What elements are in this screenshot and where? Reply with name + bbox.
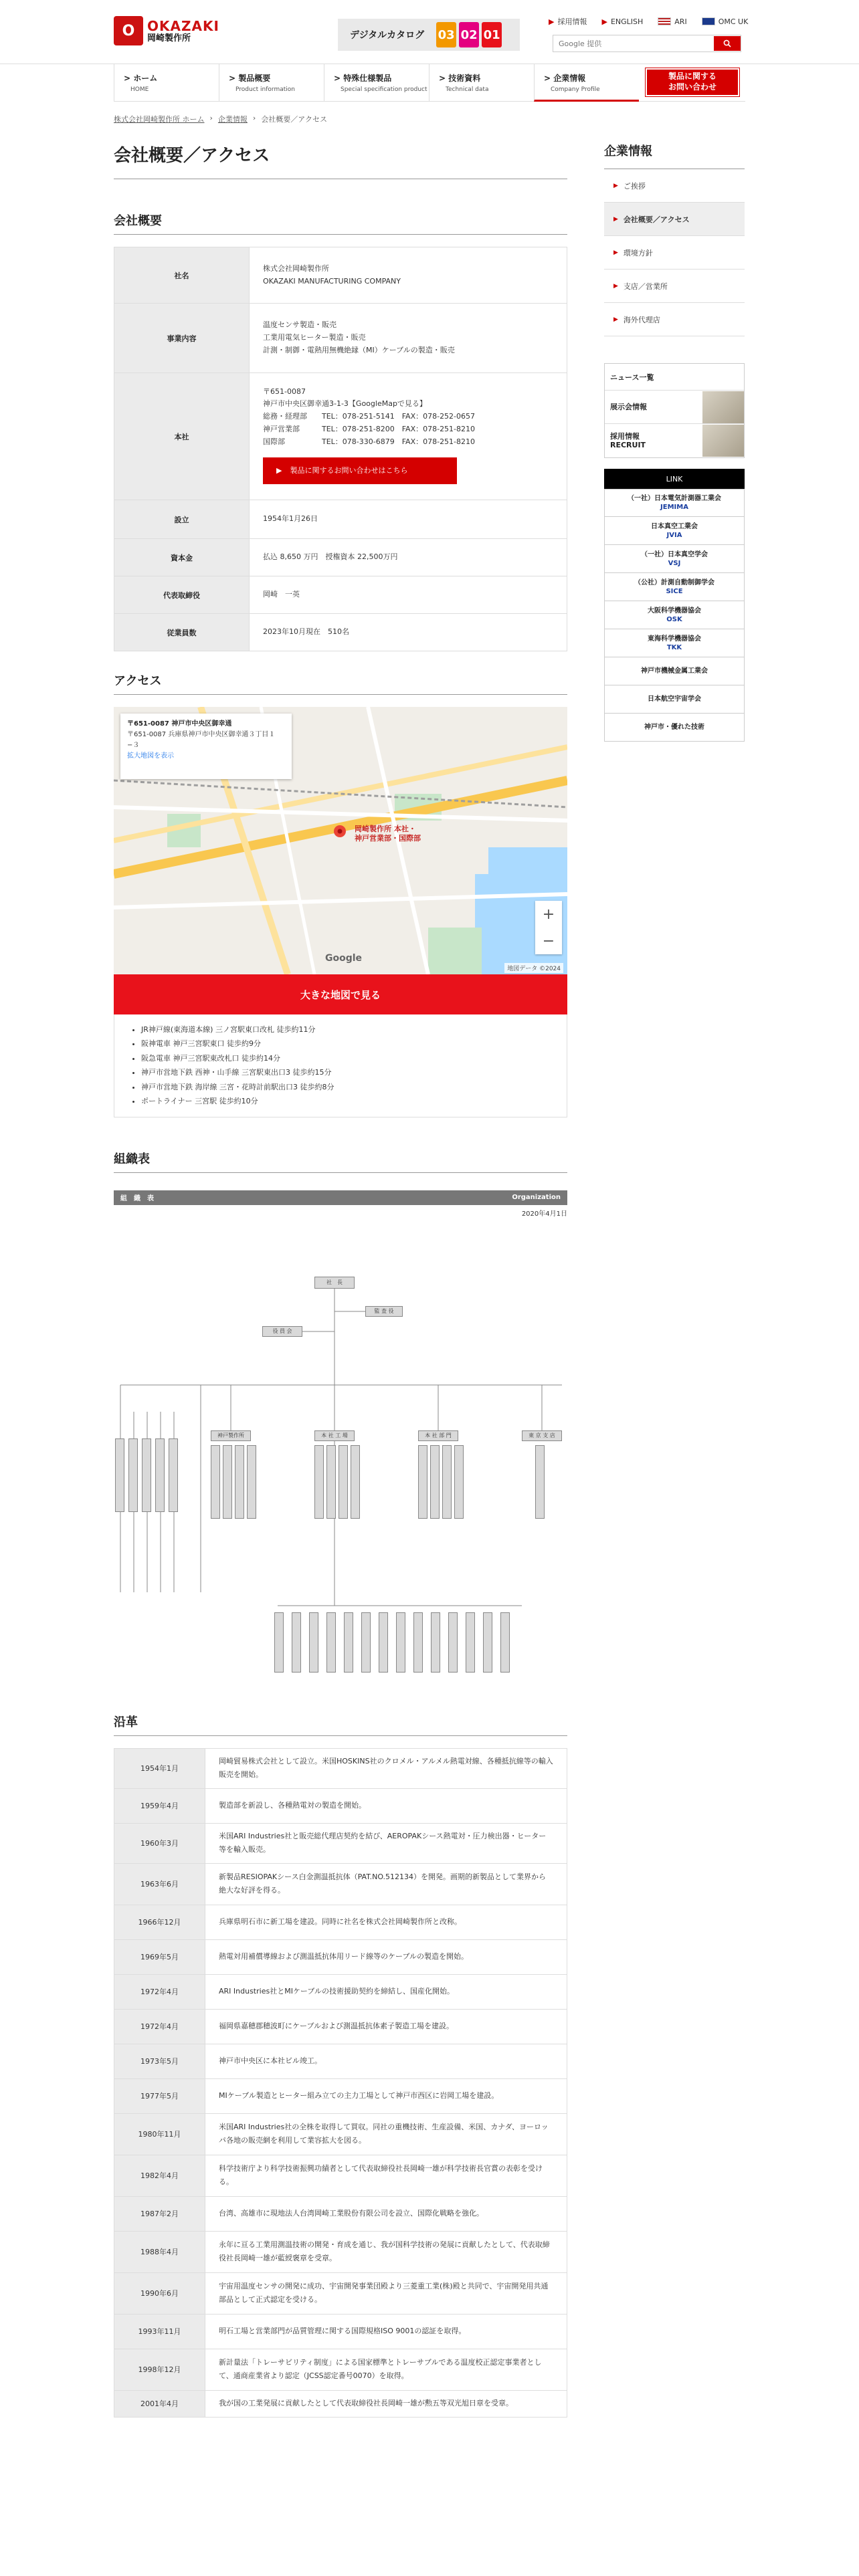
sidebar-item-branches[interactable]: ▶ 支店／営業所 [604, 270, 745, 303]
table-row [114, 247, 567, 304]
history-event: 台湾、高雄市に現地法人台湾岡崎工業股份有限公司を設立、国際化戦略を強化。 [205, 2196, 567, 2231]
zoom-in-icon[interactable]: + [542, 905, 555, 923]
history-event: 我が国の工業発展に貢献したとして代表取締役社長岡崎一雄が勲五等双光旭日章を受章。 [205, 2390, 567, 2417]
org-department-box [274, 1612, 284, 1673]
catalog-badge-01[interactable]: 01 [482, 22, 502, 47]
history-event: 永年に亘る工業用測温技術の開発・育成を通じ、我が国科学技術の発展に貢献したとして、代表取締役社長岡崎一雄が藍綬褒章を受章。 [205, 2231, 567, 2272]
sidebar-title: 企業情報 [604, 142, 745, 169]
org-department-box [442, 1445, 452, 1519]
table-row [114, 1939, 567, 1974]
caret-right-icon: ▶ [613, 316, 618, 323]
table-row [114, 1788, 567, 1823]
table-row [114, 2390, 567, 2417]
history-year: 1960年3月 [114, 1823, 205, 1863]
history-event: 兵庫県明石市に新工場を建設。同時に社名を株式会社岡崎製作所と改称。 [205, 1905, 567, 1939]
site-header [0, 0, 859, 64]
history-event: 新製品RESIOPAKシース白金測温抵抗体（PAT.NO.512134）を開発。画期的新製品として業界から絶大な好評を得る。 [205, 1863, 567, 1905]
link-abbr: VSJ [668, 559, 681, 567]
history-table [114, 1748, 567, 2418]
org-department-box [396, 1612, 405, 1673]
table-row [114, 2231, 567, 2272]
history-year: 1993年11月 [114, 2314, 205, 2349]
org-department-box [155, 1438, 165, 1512]
list-item: • 神戸市営地下鉄 海岸線 三宮・花時計前駅出口3 徒歩約8分 [141, 1080, 553, 1094]
org-department-box [351, 1445, 360, 1519]
sidebar-link[interactable] [604, 573, 745, 601]
sidebar-item-environment[interactable]: ▶ 環境方針 [604, 236, 745, 270]
org-bar-en: Organization [512, 1194, 561, 1202]
link-abbr: JEMIMA [660, 504, 688, 511]
org-department-box [483, 1612, 492, 1673]
search-icon [723, 39, 731, 47]
google-map[interactable] [114, 707, 567, 974]
table-row [114, 2078, 567, 2113]
history-event: 製造部を新設し、各種熱電対の製造を開始。 [205, 1788, 567, 1823]
breadcrumb-home[interactable]: 株式会社岡崎製作所 ホーム [114, 115, 205, 124]
caret-right-icon: ▶ [613, 249, 618, 256]
history-year: 1988年4月 [114, 2231, 205, 2272]
row-value: 総務・経理部 TEL：078-251-5141 FAX：078-252-0657 [263, 412, 476, 421]
org-division: 神戸製作所 [211, 1430, 251, 1441]
table-row [114, 1823, 567, 1863]
catalog-badge-03[interactable]: 03 [436, 22, 456, 47]
history-event: MIケーブル製造とヒーター組み立ての主力工場として神戸市西区に岩岡工場を建設。 [205, 2078, 567, 2113]
history-event: ARI Industries社とMIケーブルの技術援助契約を締結し、国産化開始。 [205, 1974, 567, 2009]
org-department-box [211, 1445, 220, 1519]
list-item: • 阪急電車 神戸三宮駅東改札口 徒歩約14分 [141, 1051, 553, 1065]
caret-right-icon: ▶ [613, 182, 618, 189]
history-event: 科学技術庁より科学技術振興功績者として代表取締役社長岡崎一雄が科学技術長官賞の表彰を受ける。 [205, 2155, 567, 2196]
list-item: • 神戸市営地下鉄 西神・山手線 三宮駅東出口3 徒歩約15分 [141, 1065, 553, 1079]
row-value: 計測・制御・電熱用無機絶縁（MI）ケーブルの製造・販売 [263, 345, 455, 354]
link-name: 神戸市・優れた技術 [644, 724, 704, 731]
table-row [114, 1974, 567, 2009]
history-event: 神戸市中央区に本社ビル竣工。 [205, 2044, 567, 2078]
digital-catalog-banner[interactable] [338, 19, 520, 51]
row-label: 資本金 [114, 539, 250, 576]
table-row [114, 1863, 567, 1905]
table-row [114, 539, 567, 576]
caret-right-icon: ▶ [613, 215, 618, 223]
table-row [114, 2009, 567, 2044]
link-abbr: SICE [666, 587, 683, 595]
row-value: 温度センサ製造・販売 [263, 320, 337, 330]
profile-section-title: 会社概要 [114, 211, 567, 235]
link-name: （一社）日本電気計測器工業会 [628, 495, 721, 502]
contact-cta-button[interactable]: 製品に関する お問い合わせ [646, 68, 739, 96]
table-row [114, 304, 567, 373]
us-flag-icon [658, 17, 671, 25]
org-department-box [500, 1612, 510, 1673]
sidebar-link[interactable] [604, 601, 745, 629]
gnav-special[interactable]: > 特殊仕様製品 Special specification product [324, 64, 429, 102]
link-abbr: TKK [666, 643, 682, 651]
history-year: 1987年2月 [114, 2196, 205, 2231]
exhibition-thumbnail [702, 391, 744, 423]
org-department-box [430, 1445, 440, 1519]
org-bar-label: 組 織 表 [120, 1195, 154, 1203]
history-year: 1972年4月 [114, 2009, 205, 2044]
sidebar-menu [604, 169, 745, 336]
org-department-box [142, 1438, 151, 1512]
row-label: 設立 [114, 500, 250, 539]
sidebar-link[interactable] [604, 685, 745, 714]
gnav-company[interactable]: > 企業情報 Company Profile [534, 64, 639, 102]
breadcrumb-company[interactable]: 企業情報 [217, 115, 248, 124]
org-department-box [454, 1445, 464, 1519]
play-icon: ▶ [276, 465, 282, 475]
org-department-box [418, 1445, 427, 1519]
row-value: OKAZAKI MANUFACTURING COMPANY [263, 276, 401, 286]
row-value: 1954年1月26日 [250, 500, 567, 539]
org-department-box [115, 1438, 124, 1512]
history-year: 1963年6月 [114, 1863, 205, 1905]
row-value: 2023年10月現在 510名 [250, 614, 567, 651]
logo-en: OKAZAKI [147, 17, 219, 34]
list-item: • 阪神電車 神戸三宮駅東口 徒歩約9分 [141, 1037, 553, 1051]
product-inquiry-button[interactable]: ▶ 製品に関するお問い合わせはこちら [263, 457, 457, 484]
org-bar [114, 1190, 567, 1205]
profile-table [114, 247, 567, 651]
map-info-address: 〒651-0087 兵庫県神戸市中央区御幸通３丁目１−３ [127, 731, 276, 749]
org-section-title: 組織表 [114, 1150, 567, 1173]
access-section-title: アクセス [114, 671, 567, 695]
history-year: 1973年5月 [114, 2044, 205, 2078]
history-year: 1966年12月 [114, 1905, 205, 1939]
org-department-box [535, 1445, 545, 1519]
top-links [549, 16, 748, 27]
sidebar-link[interactable] [604, 629, 745, 657]
org-board: 役 員 会 [262, 1326, 302, 1337]
gnav-technical[interactable]: > 技術資料 Technical data [429, 64, 534, 102]
map-pin-label: 岡崎製作所 本社・ 神戸営業部・国際部 [355, 825, 421, 843]
caret-right-icon: ▶ [613, 282, 618, 290]
map-info-title: 〒651-0087 神戸市中央区御幸通 [127, 720, 232, 728]
link-list [604, 489, 745, 742]
main-content [114, 142, 567, 2418]
org-date: 2020年4月1日 [521, 1210, 567, 1218]
row-value: 〒651-0087 [263, 387, 306, 396]
row-value: 神戸市中央区御幸通3-1-3【GoogleMapで見る】 [263, 399, 427, 409]
link-abbr: OSK [666, 615, 682, 623]
page-title: 会社概要／アクセス [114, 142, 567, 179]
sidebar-item-profile[interactable]: ▶ 会社概要／アクセス [604, 203, 745, 236]
history-year: 1998年12月 [114, 2349, 205, 2390]
org-president: 社 長 [314, 1277, 355, 1289]
logo-mark: O [114, 16, 143, 45]
map-enlarge-link[interactable]: 拡大地図を表示 [127, 752, 174, 760]
link-name: （公社）計測自動制御学会 [634, 578, 714, 586]
row-value: 株式会社岡崎製作所 [263, 263, 329, 273]
org-department-box [379, 1612, 388, 1673]
company-logo[interactable] [114, 15, 227, 47]
table-row [114, 2196, 567, 2231]
map-info-card [120, 714, 292, 779]
org-department-box [223, 1445, 232, 1519]
catalog-label: デジタルカタログ [350, 30, 425, 41]
table-row [114, 500, 567, 539]
catalog-badge-02[interactable]: 02 [459, 22, 479, 47]
org-department-box [413, 1612, 423, 1673]
history-event: 岡崎貿易株式会社として設立。米国HOSKINS社のクロメル・アルメル熱電対線、各種抵抗線等の輸入販売を開始。 [205, 1748, 567, 1788]
org-department-box [169, 1438, 178, 1512]
sidebar-link[interactable] [604, 657, 745, 685]
uk-flag-icon [702, 17, 715, 25]
chevron-right-icon: › [252, 114, 256, 122]
table-row [114, 2044, 567, 2078]
org-department-box [128, 1438, 138, 1512]
org-department-box [292, 1612, 301, 1673]
org-department-box [431, 1612, 440, 1673]
link-name: 東海科学機器協会 [648, 635, 701, 643]
history-year: 1972年4月 [114, 1974, 205, 2009]
link-abbr: JVIA [666, 531, 682, 539]
table-row [114, 2113, 567, 2155]
toplink-recruit[interactable]: ▶ 採用情報 [549, 17, 587, 26]
table-row [114, 576, 567, 614]
org-department-box [235, 1445, 244, 1519]
history-year: 1969年5月 [114, 1939, 205, 1974]
link-name: 日本真空工業会 [651, 522, 698, 530]
history-year: 1982年4月 [114, 2155, 205, 2196]
org-department-box [339, 1445, 348, 1519]
link-heading: LINK [604, 469, 745, 489]
table-row [114, 1748, 567, 1788]
sidebar [604, 142, 745, 742]
chevron-right-icon: › [209, 114, 213, 122]
map-copyright: 地図データ ©2024 [504, 963, 563, 973]
table-row [114, 2349, 567, 2390]
link-name: （一社）日本真空学会 [641, 550, 708, 558]
news-box [604, 363, 745, 458]
logo-jp: 岡崎製作所 [147, 33, 191, 43]
row-label: 事業内容 [114, 304, 250, 373]
history-event: 明石工場と営業部門が品質管理に関する国際規格ISO 9001の認証を取得。 [205, 2314, 567, 2349]
org-division: 本 社 工 場 [314, 1430, 355, 1441]
global-nav [114, 64, 745, 102]
org-auditor: 監 査 役 [365, 1306, 403, 1317]
sidebar-link[interactable] [604, 517, 745, 545]
news-list-link[interactable]: ニュース一覧 [605, 364, 744, 391]
history-event: 新計量法「トレーサビリティ制度」による国家標準とトレーサブルである温度校正認定事業者として、通商産業省より認定（JCSS認定番号0070）を取得。 [205, 2349, 567, 2390]
gnav-products[interactable]: > 製品概要 Product information [219, 64, 324, 102]
google-logo: Google [325, 953, 363, 964]
row-value: 払込 8,650 万円 授権資本 22,500万円 [250, 539, 567, 576]
org-division: 本 社 部 門 [418, 1430, 458, 1441]
table-row [114, 614, 567, 651]
row-label: 本社 [114, 373, 250, 500]
org-department-box [448, 1612, 458, 1673]
table-row [114, 2314, 567, 2349]
history-event: 米国ARI Industries社の全株を取得して買収。同社の重機技術、生産設備、米国、カナダ、ヨーロッパ各地の販売網を利用して業容拡大を図る。 [205, 2113, 567, 2155]
site-search [553, 35, 741, 52]
org-department-box [326, 1445, 336, 1519]
history-year: 1977年5月 [114, 2078, 205, 2113]
row-label: 社名 [114, 247, 250, 304]
row-label: 従業員数 [114, 614, 250, 651]
org-department-box [466, 1612, 475, 1673]
row-value: 工業用電気ヒーター製造・販売 [263, 333, 366, 342]
org-department-box [344, 1612, 353, 1673]
search-input[interactable] [553, 35, 710, 51]
org-department-box [326, 1612, 336, 1673]
org-chart [114, 1218, 567, 1699]
history-event: 熱電対用補償導線および測温抵抗体用リード線等のケーブルの製造を開始。 [205, 1939, 567, 1974]
org-department-box [309, 1612, 318, 1673]
list-item: • ポートライナー 三宮駅 徒歩約10分 [141, 1094, 553, 1108]
sidebar-item-greeting[interactable]: ▶ ご挨拶 [604, 169, 745, 203]
history-year: 1990年6月 [114, 2272, 205, 2314]
table-row [114, 373, 567, 500]
gnav-home[interactable]: > ホーム HOME [114, 64, 219, 102]
toplink-omc-uk[interactable]: OMC UK [702, 16, 749, 27]
history-section-title: 沿革 [114, 1713, 567, 1736]
history-year: 2001年4月 [114, 2390, 205, 2417]
breadcrumb-current: 会社概要／アクセス [261, 115, 327, 124]
recruit-thumbnail [702, 425, 744, 457]
table-row [114, 2155, 567, 2196]
toplink-ari[interactable]: ARI [658, 16, 686, 27]
big-map-button[interactable]: 大きな地図で見る [114, 974, 567, 1014]
row-value: 岡崎 一英 [250, 576, 567, 614]
toplink-english[interactable]: ▶ ENGLISH [601, 17, 644, 26]
link-name: 大阪科学機器協会 [648, 607, 701, 615]
sidebar-item-overseas[interactable]: ▶ 海外代理店 [604, 303, 745, 336]
history-year: 1980年11月 [114, 2113, 205, 2155]
history-event: 米国ARI Industries社と販売総代理店契約を結び、AEROPAKシース熱電対・圧力検出器・ヒーター等を輸入販売。 [205, 1823, 567, 1863]
org-department-box [247, 1445, 256, 1519]
history-event: 宇宙用温度センサの開発に成功、宇宙開発事業団殿より三菱重工業(株)殿と共同で、宇宙開発用共通部品として正式認定を受ける。 [205, 2272, 567, 2314]
history-year: 1959年4月 [114, 1788, 205, 1823]
org-department-box [314, 1445, 324, 1519]
list-item: • JR神戸線(東海道本線) 三ノ宮駅東口改札 徒歩約11分 [141, 1023, 553, 1037]
sidebar-link[interactable] [604, 545, 745, 573]
news-item-exhibition[interactable]: 展示会情報 [605, 391, 744, 424]
search-button[interactable] [714, 36, 741, 51]
link-name: 日本航空宇宙学会 [648, 695, 701, 703]
history-event: 福岡県嘉穂郡穂波町にケーブルおよび測温抵抗体素子製造工場を建設。 [205, 2009, 567, 2044]
zoom-out-icon[interactable]: − [542, 932, 555, 950]
table-row [114, 2272, 567, 2314]
sidebar-link[interactable] [604, 489, 745, 517]
access-routes [114, 1014, 567, 1117]
map-zoom-control [535, 901, 562, 954]
table-row [114, 1905, 567, 1939]
org-division: 東 京 支 店 [522, 1430, 562, 1441]
row-value: 国際部 TEL：078-330-6879 FAX：078-251-8210 [263, 437, 476, 446]
link-name: 神戸市機械金属工業会 [641, 667, 708, 675]
sidebar-link[interactable] [604, 714, 745, 742]
news-item-recruit[interactable]: 採用情報 RECRUIT [605, 424, 744, 457]
breadcrumb [114, 114, 327, 124]
org-department-box [361, 1612, 371, 1673]
history-year: 1954年1月 [114, 1748, 205, 1788]
row-label: 代表取締役 [114, 576, 250, 614]
row-value: 神戸営業部 TEL：078-251-8200 FAX：078-251-8210 [263, 424, 476, 433]
